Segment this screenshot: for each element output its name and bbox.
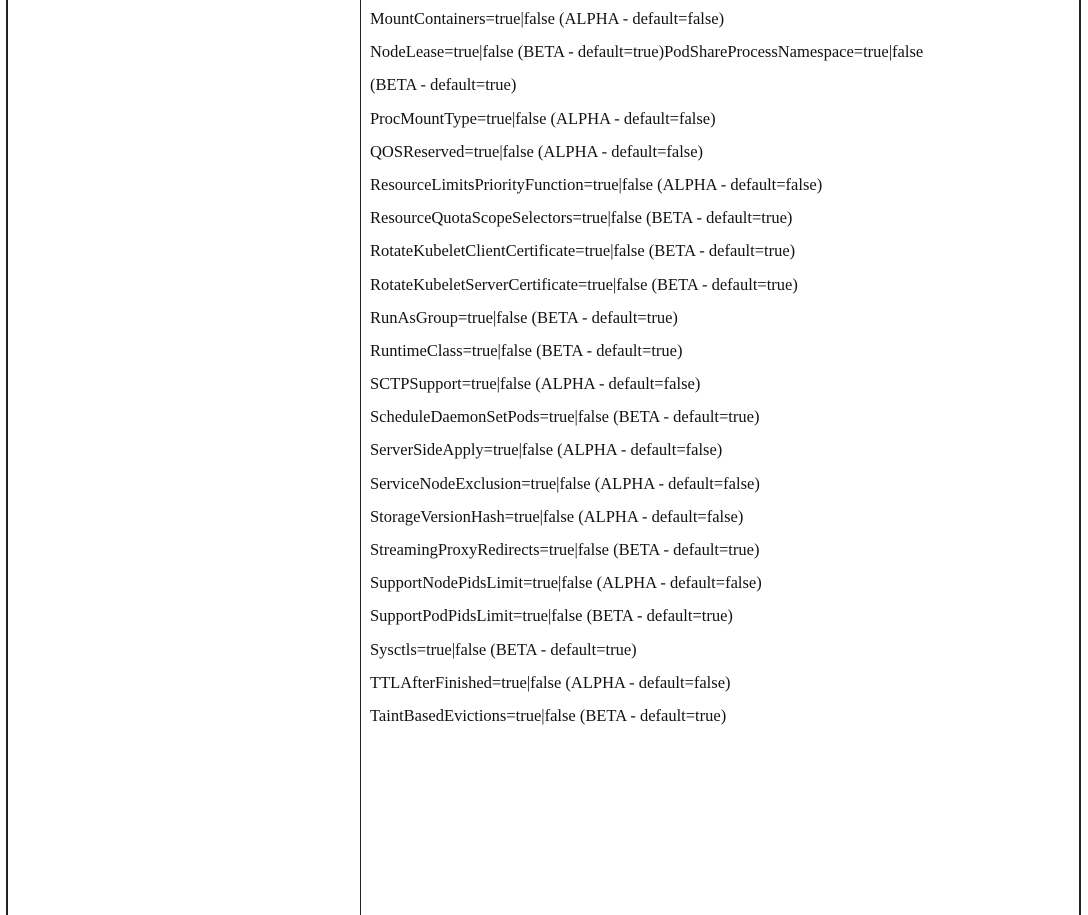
feature-gate-line: (BETA - default=true) bbox=[370, 75, 517, 95]
feature-gate-line: SupportNodePidsLimit=true|false (ALPHA - default=false) bbox=[370, 573, 762, 593]
feature-gate-line: RuntimeClass=true|false (BETA - default=true) bbox=[370, 340, 683, 360]
feature-gate-line: StorageVersionHash=true|false (ALPHA - default=false) bbox=[370, 506, 744, 526]
feature-gate-line: ServerSideApply=true|false (ALPHA - default=false) bbox=[370, 440, 723, 460]
feature-gate-line: QOSReserved=true|false (ALPHA - default=false) bbox=[370, 141, 704, 161]
feature-gate-line: RunAsGroup=true|false (BETA - default=true) bbox=[370, 307, 678, 327]
feature-gate-line: SCTPSupport=true|false (ALPHA - default=false) bbox=[370, 374, 701, 394]
document-table bbox=[6, 0, 1081, 915]
feature-gate-line: TaintBasedEvictions=true|false (BETA - default=true) bbox=[370, 705, 727, 725]
feature-gate-line: StreamingProxyRedirects=true|false (BETA - default=true) bbox=[370, 540, 760, 559]
feature-gate-line: SupportPodPidsLimit=true|false (BETA - default=true) bbox=[370, 606, 733, 626]
feature-gate-line: ServiceNodeExclusion=true|false (ALPHA - default=false) bbox=[370, 473, 760, 493]
table-left-cell bbox=[8, 0, 361, 915]
feature-gate-line: NodeLease=true|false (BETA - default=true)PodShareProcessNamespace=true|false bbox=[370, 42, 924, 62]
feature-gate-line: MountContainers=true|false (ALPHA - default=false) bbox=[370, 9, 725, 28]
table-right-cell bbox=[361, 0, 1079, 915]
feature-gate-line: ResourceLimitsPriorityFunction=true|false (ALPHA - default=false) bbox=[370, 174, 823, 194]
feature-gate-line: ProcMountType=true|false (ALPHA - default=false) bbox=[370, 108, 716, 128]
feature-gate-line: TTLAfterFinished=true|false (ALPHA - default=false) bbox=[370, 672, 731, 692]
feature-gate-line: RotateKubeletServerCertificate=true|false (BETA - default=true) bbox=[370, 274, 798, 294]
feature-gate-line: ResourceQuotaScopeSelectors=true|false (BETA - default=true) bbox=[370, 208, 793, 228]
feature-gate-line: Sysctls=true|false (BETA - default=true) bbox=[370, 639, 637, 659]
feature-gate-line: ScheduleDaemonSetPods=true|false (BETA - default=true) bbox=[370, 407, 760, 427]
feature-gate-line: RotateKubeletClientCertificate=true|false (BETA - default=true) bbox=[370, 241, 796, 261]
